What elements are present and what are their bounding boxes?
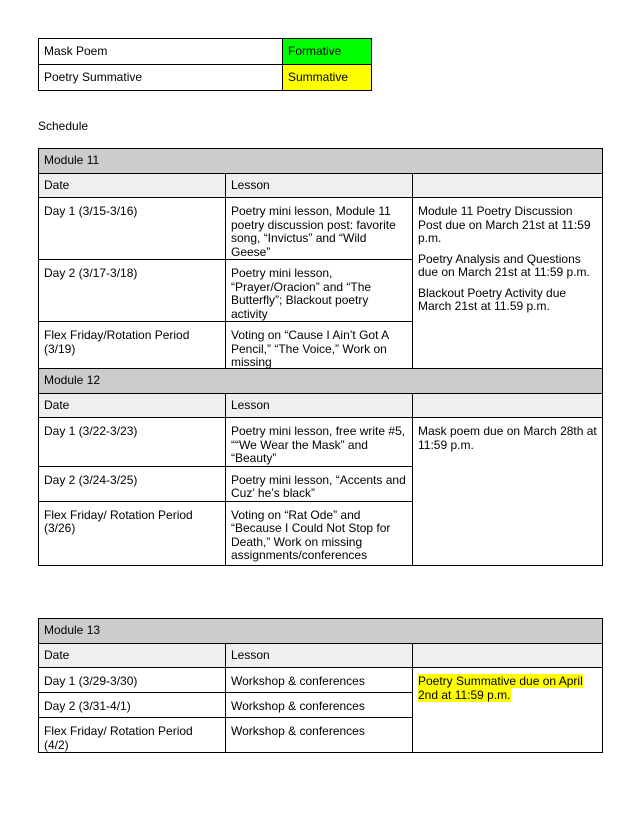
grade-item: Mask Poem: [39, 39, 283, 65]
schedule-heading: Schedule: [38, 119, 89, 133]
lesson-date: Day 1 (3/29-3/30): [39, 668, 226, 693]
lesson-description: Poetry mini lesson, “Accents and Cuz’ he’s black”: [226, 466, 413, 501]
grade-type-formative: Formative: [283, 39, 372, 65]
lesson-date: Day 2 (3/31-4/1): [39, 693, 226, 718]
table-row: [39, 198, 603, 260]
column-header-lesson: Lesson: [226, 174, 413, 198]
due-notes: [413, 198, 603, 384]
lesson-date: Day 2 (3/17-3/18): [39, 260, 226, 322]
column-header-date: Date: [39, 174, 226, 198]
lesson-description: Workshop & conferences: [226, 693, 413, 718]
due-note: Module 11 Poetry Discussion Post due on March 21st at 11:59 p.m.: [418, 204, 591, 245]
column-header-date: Date: [39, 394, 226, 418]
grade-item: Poetry Summative: [39, 65, 283, 91]
lesson-date: Flex Friday/ Rotation Period (4/2): [39, 718, 226, 753]
table-row: [39, 65, 372, 91]
table-row: [39, 39, 372, 65]
lesson-description: Poetry mini lesson, Module 11 poetry discussion post: favorite song, “Invictus” and “Wild Geese”: [226, 198, 413, 260]
due-notes: [413, 668, 603, 753]
grade-type-summative: Summative: [283, 65, 372, 91]
due-note: Poetry Analysis and Questions due on March 21st at 11:59 p.m.: [418, 251, 590, 279]
table-row: [39, 668, 603, 693]
column-header-lesson: Lesson: [226, 394, 413, 418]
lesson-date: Day 1 (3/15-3/16): [39, 198, 226, 260]
lesson-date: Flex Friday/Rotation Period (3/19): [39, 322, 226, 384]
column-header-date: Date: [39, 644, 226, 668]
grade-type-table: [38, 38, 372, 91]
module-title: Module 13: [39, 619, 603, 644]
lesson-date: Day 1 (3/22-3/23): [39, 418, 226, 467]
due-note: Blackout Poetry Activity due March 21st at 11.59 p.m.: [418, 285, 567, 313]
module-11-table: [38, 148, 603, 384]
lesson-description: Workshop & conferences: [226, 718, 413, 753]
module-title: Module 11: [39, 149, 603, 174]
due-notes: [413, 418, 603, 566]
lesson-description: Voting on “Cause I Ain’t Got A Pencil,” “The Voice,” Work on missing: [226, 322, 413, 384]
due-note: Mask poem due on March 28th at 11:59 p.m.: [418, 424, 597, 452]
lesson-date: Day 2 (3/24-3/25): [39, 466, 226, 501]
column-header-blank: [413, 394, 603, 418]
lesson-description: Poetry mini lesson, free write #5, ““We Wear the Mask” and “Beauty”: [226, 418, 413, 467]
module-title: Module 12: [39, 369, 603, 394]
column-header-blank: [413, 644, 603, 668]
module-13-table: [38, 618, 603, 753]
lesson-description: Poetry mini lesson, “Prayer/Oracion” and “The Butterfly”; Blackout poetry activity: [226, 260, 413, 322]
module-12-table: [38, 368, 603, 566]
lesson-date: Flex Friday/ Rotation Period (3/26): [39, 501, 226, 565]
lesson-description: Voting on “Rat Ode” and “Because I Could Not Stop for Death,” Work on missing assignments/conferences: [226, 501, 413, 565]
table-row: [39, 418, 603, 467]
lesson-description: Workshop & conferences: [226, 668, 413, 693]
column-header-lesson: Lesson: [226, 644, 413, 668]
column-header-blank: [413, 174, 603, 198]
highlighted-due-note: Poetry Summative due on April 2nd at 11:59 p.m.: [418, 674, 583, 702]
